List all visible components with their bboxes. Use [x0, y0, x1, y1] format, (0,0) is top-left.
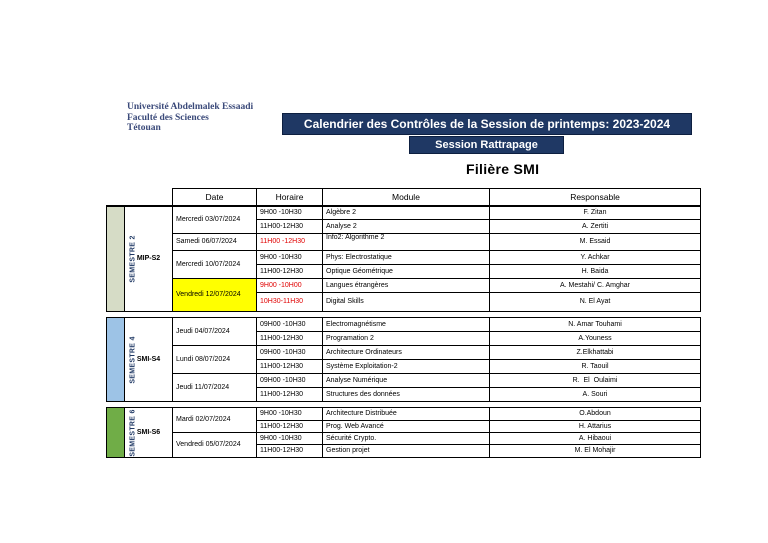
hour-cell: 11H00-12H30	[257, 332, 323, 346]
hour-cell: 9H00 -10H00	[257, 279, 323, 293]
hour-cell: 9H00 -10H30	[257, 206, 323, 220]
hour-cell: 11H00-12H30	[257, 220, 323, 234]
responsable-cell: A. Mestahi/ C. Amghar	[490, 279, 701, 293]
hour-cell: 09H00 -10H30	[257, 374, 323, 388]
filiere-cell: MIP-S2	[125, 206, 173, 312]
module-cell: Sécurité Crypto.	[323, 433, 490, 445]
table-row	[107, 251, 701, 265]
col-header-responsable: Responsable	[490, 189, 701, 206]
module-cell: Electromagnétisme	[323, 318, 490, 332]
responsable-cell: Y. Achkar	[490, 251, 701, 265]
responsable-cell: A. Hibaoui	[490, 433, 701, 445]
responsable-cell: R. Taouil	[490, 360, 701, 374]
col-header-date: Date	[173, 189, 257, 206]
hour-cell: 09H00 -10H30	[257, 318, 323, 332]
module-cell: Architecture Distribuée	[323, 408, 490, 421]
module-cell: Digital Skills	[323, 293, 490, 312]
responsable-cell: O.Abdoun	[490, 408, 701, 421]
hour-cell: 9H00 -10H30	[257, 251, 323, 265]
table-row	[107, 408, 701, 421]
table-row	[107, 234, 701, 251]
schedule-table	[106, 188, 701, 458]
table-row	[107, 279, 701, 293]
hour-cell: 11H00-12H30	[257, 421, 323, 433]
semester-label: SEMESTRE 4	[107, 318, 125, 402]
module-cell: Architecture Ordinateurs	[323, 346, 490, 360]
module-cell: Système Exploitation-2	[323, 360, 490, 374]
hour-cell: 09H00 -10H30	[257, 346, 323, 360]
responsable-cell: A. Souri	[490, 388, 701, 402]
hour-cell: 10H30-11H30	[257, 293, 323, 312]
module-cell: Langues étrangères	[323, 279, 490, 293]
faculty-name: Faculté des Sciences	[127, 112, 209, 123]
responsable-cell: A.Youness	[490, 332, 701, 346]
module-cell: Analyse Numérique	[323, 374, 490, 388]
date-cell: Jeudi 11/07/2024	[173, 374, 257, 402]
date-cell-highlighted: Vendredi 12/07/2024	[173, 279, 257, 312]
page-title: Calendrier des Contrôles de la Session de printemps: 2023-2024	[282, 113, 692, 135]
filiere-title: Filière SMI	[466, 161, 540, 177]
module-cell: Structures des données	[323, 388, 490, 402]
responsable-cell: N. El Ayat	[490, 293, 701, 312]
hour-cell: 11H00-12H30	[257, 360, 323, 374]
date-cell: Vendredi 05/07/2024	[173, 433, 257, 458]
date-cell: Mercredi 03/07/2024	[173, 206, 257, 234]
hour-cell: 11H00-12H30	[257, 445, 323, 458]
module-cell: Phys: Electrostatique	[323, 251, 490, 265]
responsable-cell: N. Amar Touhami	[490, 318, 701, 332]
module-cell: Analyse 2	[323, 220, 490, 234]
responsable-cell: F. Zitan	[490, 206, 701, 220]
responsable-cell: R. El Oulaimi	[490, 374, 701, 388]
responsable-cell: A. Zertiti	[490, 220, 701, 234]
module-cell: Info2: Algorithme 2	[323, 234, 490, 251]
table-row	[107, 206, 701, 220]
date-cell: Mardi 02/07/2024	[173, 408, 257, 433]
session-badge: Session Rattrapage	[409, 136, 564, 154]
hour-cell: 9H00 -10H30	[257, 433, 323, 445]
hour-cell: 11H00 -12H30	[257, 234, 323, 251]
date-cell: Samedi 06/07/2024	[173, 234, 257, 251]
semester-label: SEMESTRE 6	[107, 408, 125, 458]
responsable-cell: H. Baida	[490, 265, 701, 279]
col-header-horaire: Horaire	[257, 189, 323, 206]
responsable-cell: Z.Elkhattabi	[490, 346, 701, 360]
filiere-cell: SMI-S4	[125, 318, 173, 402]
hour-cell: 9H00 -10H30	[257, 408, 323, 421]
module-cell: Programation 2	[323, 332, 490, 346]
hour-cell: 11H00-12H30	[257, 388, 323, 402]
date-cell: Jeudi 04/07/2024	[173, 318, 257, 346]
university-name: Université Abdelmalek Essaadi	[127, 102, 254, 112]
table-row	[107, 433, 701, 445]
university-header	[127, 102, 253, 134]
hour-cell: 11H00-12H30	[257, 265, 323, 279]
table-header-row	[107, 189, 701, 206]
module-cell: Algèbre 2	[323, 206, 490, 220]
table-row	[107, 318, 701, 332]
city-name: Tétouan	[127, 123, 161, 133]
date-cell: Mercredi 10/07/2024	[173, 251, 257, 279]
module-cell: Optique Géométrique	[323, 265, 490, 279]
responsable-cell: M. El Mohajir	[490, 445, 701, 458]
responsable-cell: H. Attarius	[490, 421, 701, 433]
module-cell: Gestion projet	[323, 445, 490, 458]
responsable-cell: M. Essaid	[490, 234, 701, 251]
module-cell: Prog. Web Avancé	[323, 421, 490, 433]
table-row	[107, 346, 701, 360]
date-cell: Lundi 08/07/2024	[173, 346, 257, 374]
filiere-cell: SMI-S6	[125, 408, 173, 458]
col-header-module: Module	[323, 189, 490, 206]
table-row	[107, 374, 701, 388]
semester-label: SEMESTRE 2	[107, 206, 125, 312]
